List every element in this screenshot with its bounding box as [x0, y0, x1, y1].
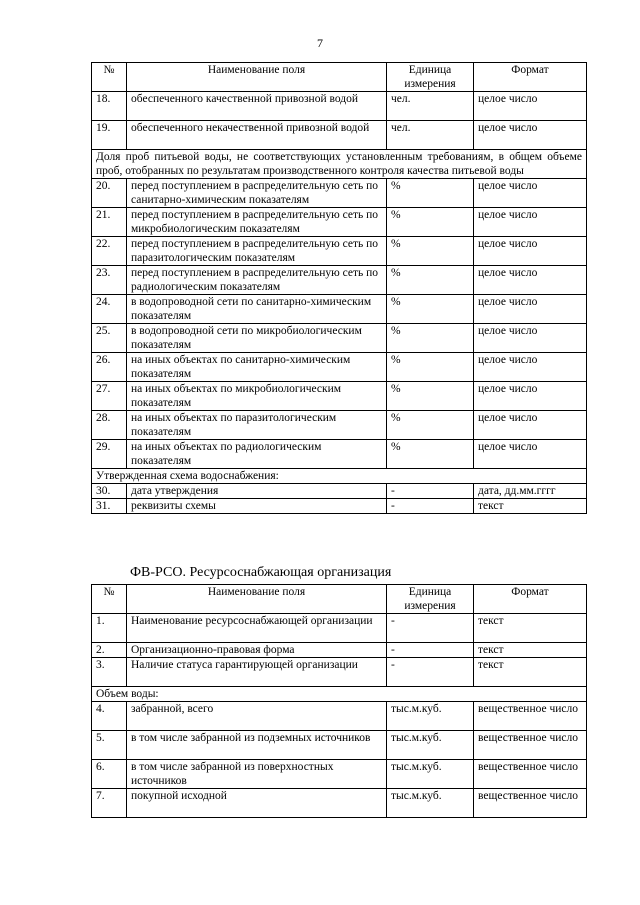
cell-unit: тыс.м.куб.	[387, 760, 474, 789]
cell-number: 24.	[92, 295, 127, 324]
cell-unit: -	[387, 499, 474, 514]
cell-field-name: на иных объектах по микробиологическим показателям	[127, 382, 387, 411]
cell-number: 21.	[92, 208, 127, 237]
cell-unit: тыс.м.куб.	[387, 789, 474, 818]
cell-number: 28.	[92, 411, 127, 440]
cell-field-name: обеспеченного качественной привозной водой	[127, 92, 387, 121]
cell-format: вещественное число	[474, 731, 587, 760]
cell-unit: тыс.м.куб.	[387, 731, 474, 760]
cell-unit: %	[387, 266, 474, 295]
column-header-field-name: Наименование поля	[127, 63, 387, 92]
cell-unit: %	[387, 324, 474, 353]
page-number: 7	[317, 36, 323, 50]
table-row	[92, 353, 587, 382]
cell-field-name: перед поступлением в распределительную сеть по радиологическим показателям	[127, 266, 387, 295]
cell-field-name: в том числе забранной из поверхностных источников	[127, 760, 387, 789]
table-row	[92, 499, 587, 514]
table-row	[92, 179, 587, 208]
column-header-unit: Единица измерения	[387, 585, 474, 614]
cell-format: текст	[474, 499, 587, 514]
table-row	[92, 92, 587, 121]
cell-number: 27.	[92, 382, 127, 411]
cell-field-name: в водопроводной сети по санитарно-химическим показателям	[127, 295, 387, 324]
table-row	[92, 295, 587, 324]
cell-unit: %	[387, 353, 474, 382]
cell-field-name: обеспеченного некачественной привозной водой	[127, 121, 387, 150]
cell-number: 6.	[92, 760, 127, 789]
table-row	[92, 658, 587, 687]
table-row	[92, 382, 587, 411]
cell-field-name: забранной, всего	[127, 702, 387, 731]
cell-format: вещественное число	[474, 760, 587, 789]
table-row	[92, 208, 587, 237]
cell-number: 22.	[92, 237, 127, 266]
cell-field-name: дата утверждения	[127, 484, 387, 499]
table-row	[92, 440, 587, 469]
table-section-row	[92, 469, 587, 484]
cell-unit: %	[387, 295, 474, 324]
cell-format: целое число	[474, 121, 587, 150]
column-header-number: №	[92, 585, 127, 614]
cell-format: текст	[474, 658, 587, 687]
cell-unit: чел.	[387, 92, 474, 121]
cell-format: целое число	[474, 382, 587, 411]
cell-field-name: Наименование ресурсоснабжающей организации	[127, 614, 387, 643]
resource-supply-org-fields-table	[91, 584, 587, 818]
table-header-row	[92, 585, 587, 614]
cell-format: целое число	[474, 411, 587, 440]
cell-unit: %	[387, 179, 474, 208]
cell-format: вещественное число	[474, 789, 587, 818]
cell-unit: чел.	[387, 121, 474, 150]
cell-number: 19.	[92, 121, 127, 150]
table-row	[92, 121, 587, 150]
column-header-number: №	[92, 63, 127, 92]
cell-field-name: перед поступлением в распределительную сеть по микробиологическим показателям	[127, 208, 387, 237]
cell-number: 29.	[92, 440, 127, 469]
cell-number: 30.	[92, 484, 127, 499]
column-header-format: Формат	[474, 63, 587, 92]
cell-unit: %	[387, 208, 474, 237]
table-section-row	[92, 150, 587, 179]
cell-field-name: Организационно-правовая форма	[127, 643, 387, 658]
cell-number: 2.	[92, 643, 127, 658]
cell-number: 31.	[92, 499, 127, 514]
cell-number: 7.	[92, 789, 127, 818]
cell-number: 26.	[92, 353, 127, 382]
cell-field-name: Наличие статуса гарантирующей организации	[127, 658, 387, 687]
water-quality-fields-table	[91, 62, 587, 514]
cell-format: целое число	[474, 440, 587, 469]
cell-unit: %	[387, 382, 474, 411]
table-row	[92, 484, 587, 499]
cell-number: 4.	[92, 702, 127, 731]
table-row	[92, 789, 587, 818]
cell-number: 23.	[92, 266, 127, 295]
cell-unit: тыс.м.куб.	[387, 702, 474, 731]
table-row	[92, 237, 587, 266]
cell-number: 20.	[92, 179, 127, 208]
table-row	[92, 614, 587, 643]
cell-unit: -	[387, 643, 474, 658]
cell-unit: %	[387, 440, 474, 469]
cell-number: 1.	[92, 614, 127, 643]
cell-number: 25.	[92, 324, 127, 353]
cell-field-name: реквизиты схемы	[127, 499, 387, 514]
cell-format: текст	[474, 614, 587, 643]
table-row	[92, 643, 587, 658]
cell-field-name: перед поступлением в распределительную сеть по паразитологическим показателям	[127, 237, 387, 266]
section-heading-water-volume: Объем воды:	[92, 687, 587, 702]
table-row	[92, 731, 587, 760]
table-section-row	[92, 687, 587, 702]
cell-number: 5.	[92, 731, 127, 760]
column-header-field-name: Наименование поля	[127, 585, 387, 614]
section-title-resource-supply-organization: ФВ-РСО. Ресурсоснабжающая организация	[130, 565, 392, 580]
column-header-unit: Единица измерения	[387, 63, 474, 92]
table-row	[92, 324, 587, 353]
cell-format: дата, дд.мм.гггг	[474, 484, 587, 499]
cell-unit: -	[387, 658, 474, 687]
cell-field-name: перед поступлением в распределительную сеть по санитарно-химическим показателям	[127, 179, 387, 208]
cell-unit: %	[387, 237, 474, 266]
cell-unit: -	[387, 614, 474, 643]
cell-number: 18.	[92, 92, 127, 121]
table-row	[92, 702, 587, 731]
cell-format: целое число	[474, 353, 587, 382]
cell-field-name: покупной исходной	[127, 789, 387, 818]
cell-format: текст	[474, 643, 587, 658]
cell-field-name: на иных объектах по санитарно-химическим показателям	[127, 353, 387, 382]
table-row	[92, 411, 587, 440]
cell-format: целое число	[474, 237, 587, 266]
cell-format: целое число	[474, 295, 587, 324]
cell-unit: %	[387, 411, 474, 440]
cell-format: целое число	[474, 324, 587, 353]
cell-field-name: на иных объектах по радиологическим показателям	[127, 440, 387, 469]
cell-field-name: в том числе забранной из подземных источников	[127, 731, 387, 760]
section-heading-sample-share: Доля проб питьевой воды, не соответствующих установленным требованиям, в общем объеме проб, отобранных по результатам производственного контроля качества питьевой воды	[92, 150, 587, 179]
table-header-row	[92, 63, 587, 92]
cell-format: целое число	[474, 92, 587, 121]
table-row	[92, 760, 587, 789]
cell-format: целое число	[474, 266, 587, 295]
cell-number: 3.	[92, 658, 127, 687]
cell-format: целое число	[474, 179, 587, 208]
table-row	[92, 266, 587, 295]
cell-unit: -	[387, 484, 474, 499]
section-heading-approved-scheme: Утвержденная схема водоснабжения:	[92, 469, 587, 484]
cell-format: вещественное число	[474, 702, 587, 731]
cell-field-name: на иных объектах по паразитологическим показателям	[127, 411, 387, 440]
column-header-format: Формат	[474, 585, 587, 614]
cell-format: целое число	[474, 208, 587, 237]
cell-field-name: в водопроводной сети по микробиологическим показателям	[127, 324, 387, 353]
